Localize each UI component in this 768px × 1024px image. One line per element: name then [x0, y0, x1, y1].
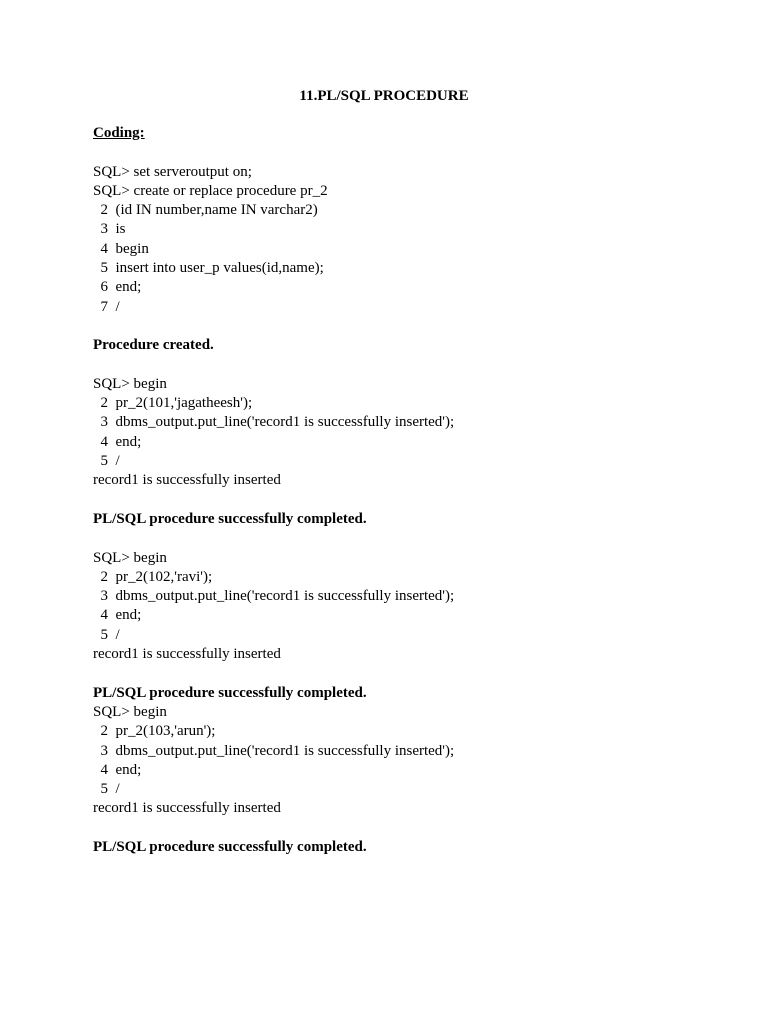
code-line: 2 (id IN number,name IN varchar2): [93, 202, 318, 219]
code-block-call-2: [93, 549, 733, 665]
page-title: 11.PL/SQL PROCEDURE: [299, 88, 469, 104]
code-line: SQL> create or replace procedure pr_2: [93, 182, 328, 199]
code-line: SQL> begin: [93, 703, 167, 720]
code-block-create-procedure: [93, 163, 733, 317]
code-line: 3 dbms_output.put_line('record1 is successfully inserted');: [93, 414, 455, 431]
spacer: [93, 529, 733, 548]
spacer: [93, 664, 733, 683]
code-line: 6 end;: [93, 279, 142, 296]
code-line: 3 dbms_output.put_line('record1 is successfully inserted');: [93, 588, 455, 605]
code-line: 5 /: [93, 626, 120, 643]
code-line: 5 /: [93, 453, 120, 470]
output-line: record1 is successfully inserted: [93, 800, 281, 817]
code-line: 4 end;: [93, 761, 142, 778]
code-line: SQL> begin: [93, 549, 167, 566]
code-block-call-1: [93, 375, 733, 491]
completed-message: PL/SQL procedure successfully completed.: [93, 838, 367, 855]
procedure-created-message: Procedure created.: [93, 337, 214, 354]
code-line: 4 end;: [93, 433, 142, 450]
code-line: 3 dbms_output.put_line('record1 is successfully inserted');: [93, 742, 455, 759]
code-line: 2 pr_2(101,'jagatheesh');: [93, 395, 253, 412]
code-line: 4 begin: [93, 240, 149, 257]
document-body: [93, 124, 733, 857]
completed-message: PL/SQL procedure successfully completed.: [93, 684, 367, 701]
code-line: 3 is: [93, 221, 126, 238]
code-line: 2 pr_2(102,'ravi');: [93, 568, 213, 585]
spacer: [93, 317, 733, 336]
output-line: record1 is successfully inserted: [93, 646, 281, 663]
code-line: SQL> begin: [93, 375, 167, 392]
output-line: record1 is successfully inserted: [93, 472, 281, 489]
spacer: [93, 491, 733, 510]
code-line: 5 /: [93, 781, 120, 798]
completed-message: PL/SQL procedure successfully completed.: [93, 510, 367, 527]
code-line: 2 pr_2(103,'arun');: [93, 723, 216, 740]
spacer: [93, 819, 733, 838]
code-line: SQL> set serveroutput on;: [93, 163, 252, 180]
code-line: 5 insert into user_p values(id,name);: [93, 260, 324, 277]
code-line: 7 /: [93, 298, 120, 315]
code-line: 4 end;: [93, 607, 142, 624]
code-block-call-3: [93, 703, 733, 819]
spacer: [93, 356, 733, 375]
spacer: [93, 143, 733, 162]
coding-heading: Coding:: [93, 125, 145, 141]
